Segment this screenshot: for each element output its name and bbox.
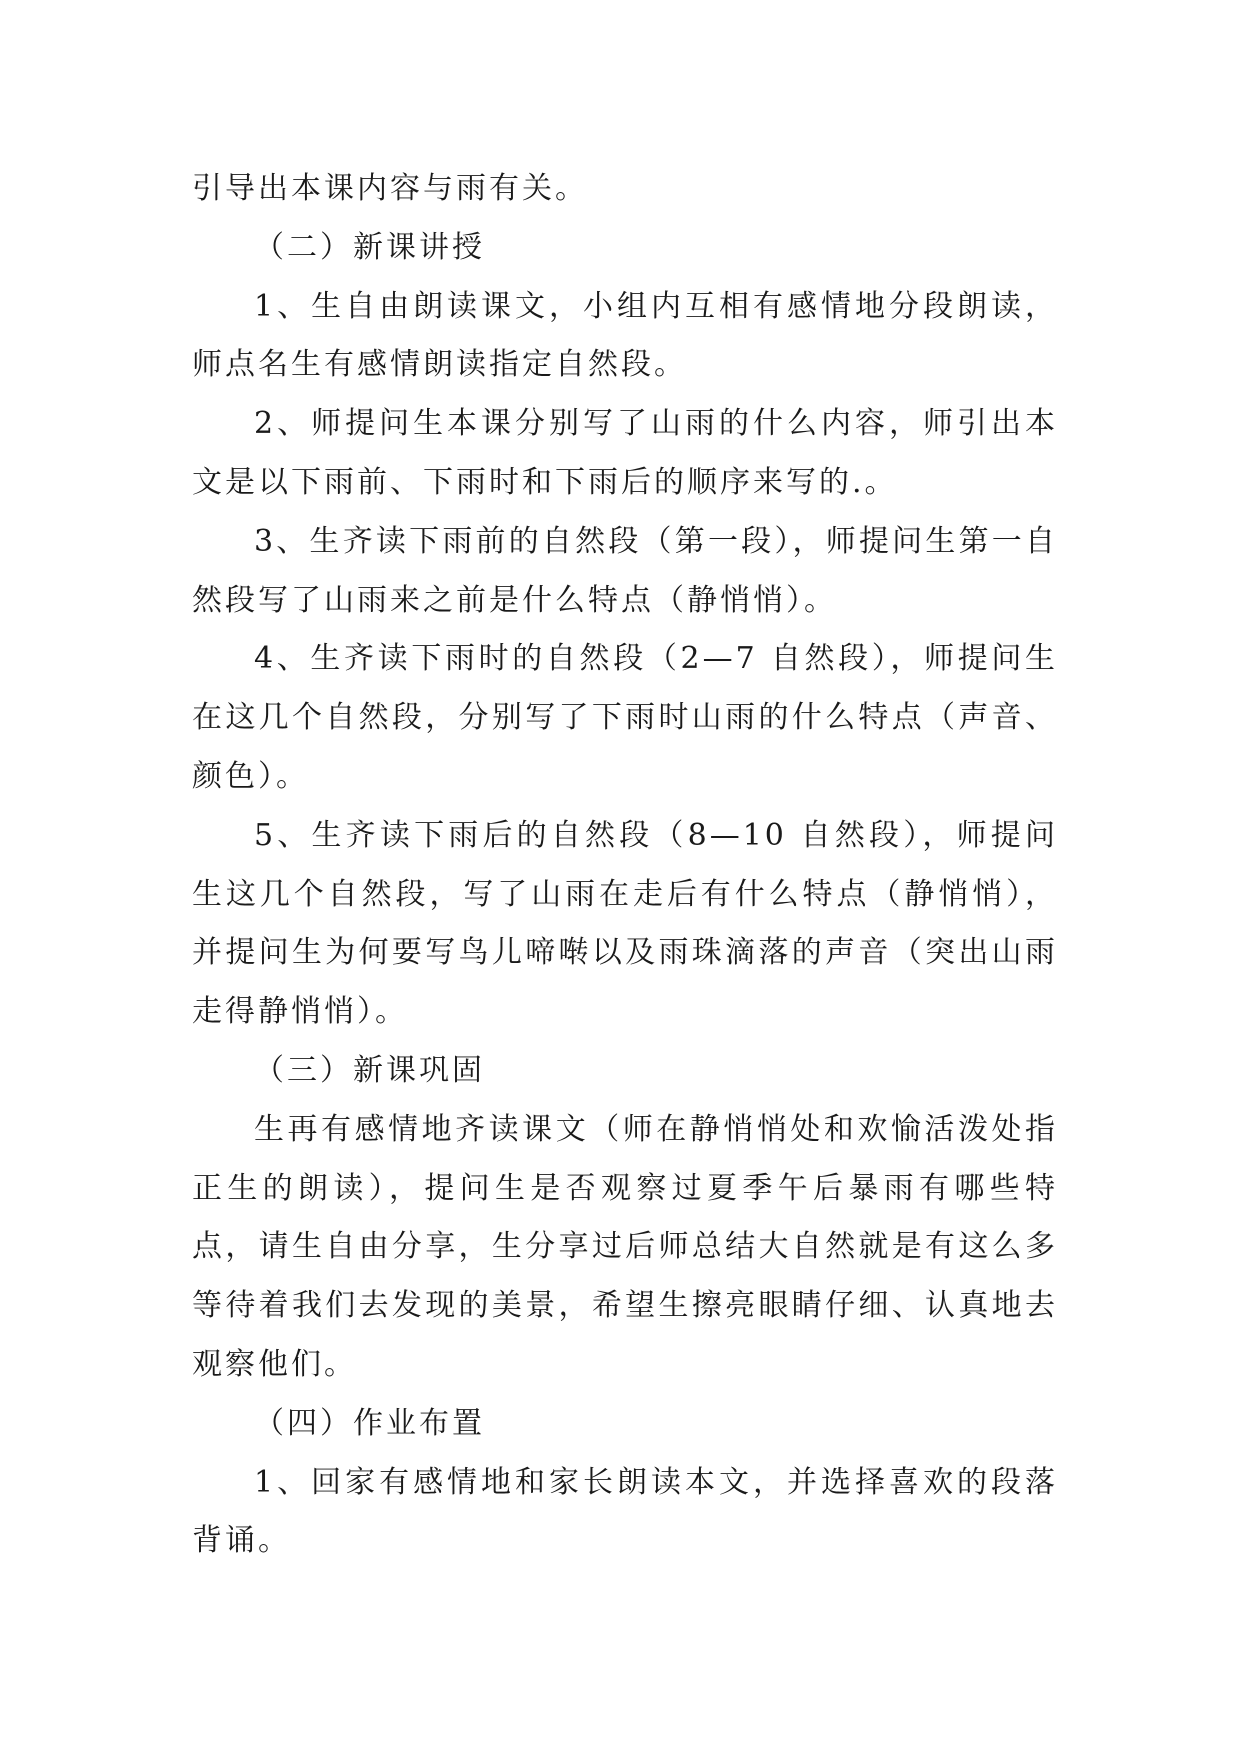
paragraph-step-1: 1、生自由朗读课文，小组内互相有感情地分段朗读，师点名生有感情朗读指定自然段。 (192, 288, 1058, 383)
paragraph-homework-1: 1、回家有感情地和家长朗读本文，并选择喜欢的段落背诵。 (192, 1464, 1058, 1559)
section-heading-consolidation: （三）新课巩固 (254, 1052, 485, 1088)
section-heading-homework: （四）作业布置 (254, 1405, 485, 1441)
paragraph-step-2: 2、师提问生本课分别写了山雨的什么内容，师引出本文是以下雨前、下雨时和下雨后的顺序来写的.。 (192, 406, 1058, 500)
paragraph-consolidation: 生再有感情地齐读课文（师在静悄悄处和欢愉活泼处指正生的朗读），提问生是否观察过夏季午后暴雨有哪些特点，请生自由分享，生分享过后师总结大自然就是有这么多等待着我们去发现的美景，希望生擦亮眼睛仔细、认真地去观察他们。 (192, 1111, 1058, 1382)
paragraph-step-3: 3、生齐读下雨前的自然段（第一段），师提问生第一自然段写了山雨来之前是什么特点（静悄悄）。 (192, 523, 1058, 618)
paragraph-step-5: 5、生齐读下雨后的自然段（8—10 自然段），师提问生这几个自然段，写了山雨在走后有什么特点（静悄悄），并提问生为何要写鸟儿啼啭以及雨珠滴落的声音（突出山雨走得静悄悄）。 (192, 817, 1058, 1030)
document-body (192, 160, 1058, 1571)
paragraph-intro-continuation: 引导出本课内容与雨有关。 (192, 171, 588, 206)
paragraph-step-4: 4、生齐读下雨时的自然段（2—7 自然段），师提问生在这几个自然段，分别写了下雨时山雨的什么特点（声音、颜色）。 (192, 641, 1058, 794)
section-heading-new-lesson: （二）新课讲授 (254, 229, 485, 265)
